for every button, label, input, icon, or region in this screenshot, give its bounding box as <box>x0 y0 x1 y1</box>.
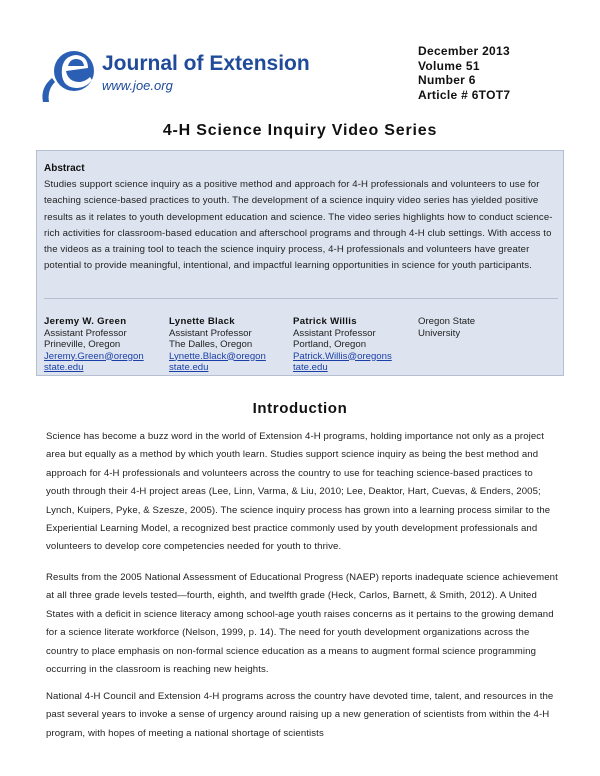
article-title: 4-H Science Inquiry Video Series <box>162 122 438 139</box>
journal-name: Journal of Extension <box>102 52 310 75</box>
affiliation <box>418 316 538 339</box>
author-name: Patrick Willis <box>293 316 357 327</box>
body-paragraph: Results from the 2005 National Assessment of Educational Progress (NAEP) reports inadequate science achievement at all three grade levels tested—fourth, eighth, and twelfth grade (Heck, Carlos, Barnett, & Smith, 2012). A United States with a deficit in science literacy among school-age youth raises concerns as it pertains to the growing demand for a science literate workforce (Nelson, 1999, p. 14). The need for youth development organizations across the country to place emphasis on non-formal science education as a means to augment formal science programming occurring in the classroom is reaching new heights. <box>46 572 558 676</box>
author-email-link[interactable]: Jeremy.Green@oregon state.edu <box>44 350 144 373</box>
affiliation-line: Oregon State <box>418 316 476 327</box>
joe-logo-icon <box>38 38 108 108</box>
author-location: Prineville, Oregon <box>44 339 121 350</box>
author-location: Portland, Oregon <box>293 339 367 350</box>
author-block <box>169 316 289 374</box>
author-name: Lynette Black <box>169 316 235 327</box>
author-email-link[interactable]: Lynette.Black@oregon state.edu <box>169 350 266 373</box>
affiliation-line: University <box>418 327 461 339</box>
divider <box>44 298 558 299</box>
author-title: Assistant Professor <box>293 327 376 339</box>
article-number: Article # 6TOT7 <box>418 87 511 102</box>
body-paragraph: National 4-H Council and Extension 4-H programs across the country have devoted time, talent, and resources in the past several years to invoke a sense of urgency around raising up a new generation of scientists from within the 4-H program, with hopes of meeting a national shortage of scientists <box>46 691 554 739</box>
author-block <box>293 316 413 374</box>
issue-volume: Volume 51 <box>418 58 480 73</box>
body-paragraph: Science has become a buzz word in the world of Extension 4-H programs, holding importance not only as a project area but equally as a method by which youth learn. Studies support science inquiry as being the best method and approach for 4-H professionals and volunteers across the country to use for teaching science-based practices to youth through their 4-H project areas (Lee, Linn, Varma, & Liu, 2010; Lee, Deaktor, Hart, Cuevas, & Enders, 2005; Lynch, Kuipers, Pyke, & Szesze, 2005). The science inquiry process has grown into a learning process similar to the Experiential Learning Model, a recognized best practice commonly used by youth development professionals and volunteers to develop core competencies needed for youth to thrive. <box>46 431 551 553</box>
issue-info <box>418 44 510 102</box>
section-heading-introduction: Introduction <box>252 400 348 417</box>
abstract-box <box>36 150 564 376</box>
issue-month: December 2013 <box>418 44 510 58</box>
abstract-heading: Abstract <box>44 163 85 174</box>
journal-url[interactable]: www.joe.org <box>102 78 173 93</box>
abstract-text: Studies support science inquiry as a positive method and approach for 4-H professionals and volunteers to use for teaching science-based practices to youth. The development of a science inquiry video series has yielded positive results as it relates to youth development education and science. The video series highlights how to conduct science-rich activities for classroom-based education and afterschool programs and through 4-H club settings. With access to the videos as a training tool to teach the science inquiry process, 4-H professionals and volunteers have greater potential to provide meaningful, intentional, and impactful learning opportunities in science for youth participants. <box>44 179 553 272</box>
author-title: Assistant Professor <box>169 327 252 339</box>
issue-number: Number 6 <box>418 73 476 87</box>
author-title: Assistant Professor <box>44 327 127 339</box>
author-block <box>44 316 164 374</box>
author-email-link[interactable]: Patrick.Willis@oregons tate.edu <box>293 350 392 373</box>
journal-logo[interactable] <box>38 38 338 108</box>
author-location: The Dalles, Oregon <box>169 339 253 350</box>
author-name: Jeremy W. Green <box>44 316 127 327</box>
